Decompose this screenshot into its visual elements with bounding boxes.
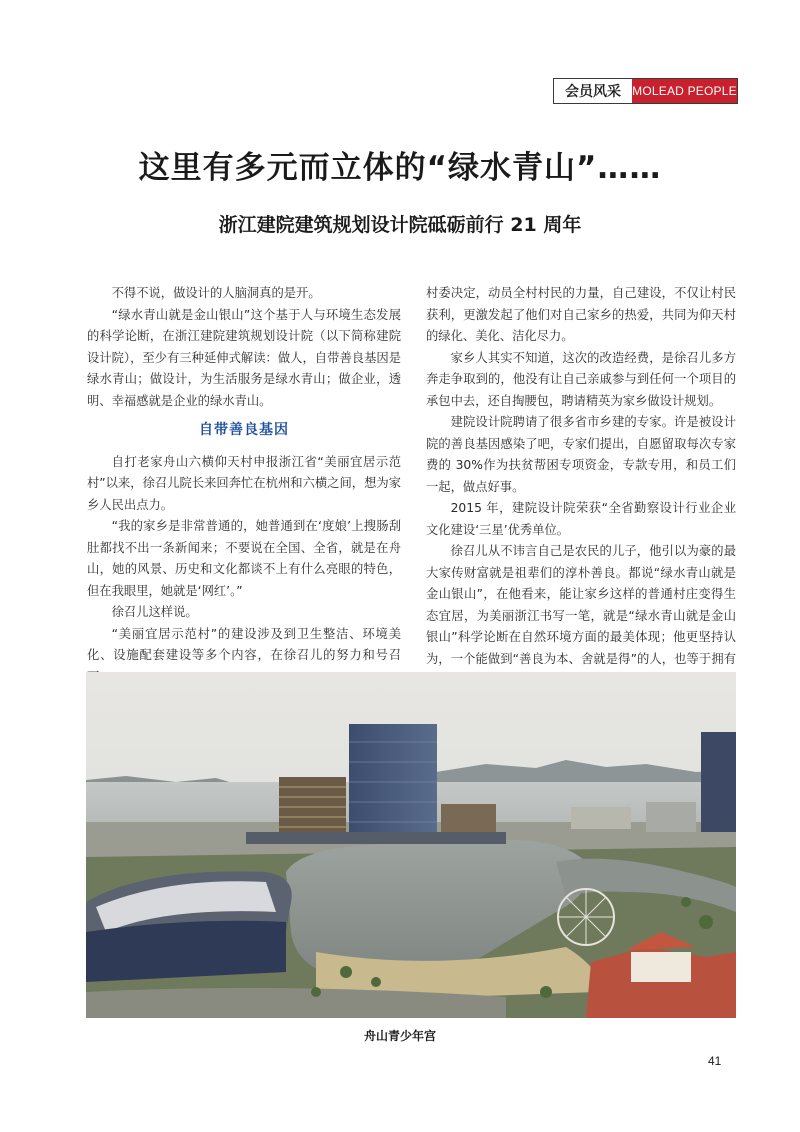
paragraph: 自打老家舟山六横仰天村申报浙江省“美丽宜居示范村”以来，徐召儿院长来回奔忙在杭州和六横之间，想为家乡人民出点力。 (87, 454, 401, 512)
paragraph: 徐召儿这样说。 (111, 605, 198, 619)
section-tag-cn: 会员风采 (565, 84, 621, 100)
paragraph: 2015 年，建院设计院荣获“全省勤察设计行业企业文化建设‘三星’优秀单位。 (426, 501, 736, 537)
paragraph: “我的家乡是非常普通的，她普通到在‘度娘’上搜肠刮肚都找不出一条新闻来；不要说在全国、全省，就是在舟山，她的风景、历史和文化都谈不上有什么亮眼的特色，但在我眼里，她就是‘网红’。” (87, 519, 401, 598)
section-tag-en: MOLEAD PEOPLE (632, 79, 737, 103)
photo-illustration (86, 672, 736, 1018)
section-heading: 自带善良基因 (199, 422, 289, 438)
paragraph: “美丽宜居示范村”的建设涉及到卫生整洁、环境美化、设施配套建设等多个内容，在徐召儿的努力和号召 (87, 626, 401, 662)
section-tag (553, 78, 738, 104)
photo (86, 672, 736, 1018)
paragraph: 建院设计院聘请了很多省市乡建的专家。许是被设计院的善良基因感染了吧，专家们提出，自愿留取每次专家费的 30%作为扶贫帮困专项资金，专款专用，和员工们一起，做点好事。 (426, 415, 736, 494)
left-column (87, 283, 401, 688)
paragraph: 家乡人其实不知道，这次的改造经费，是徐召儿多方奔走争取到的，他没有让自己亲戚参与到任何一个项目的承包中去，还自掏腰包，聘请精英为家乡做设计规划。 (426, 350, 736, 408)
paragraph: 不得不说，做设计的人脑洞真的是开。 (111, 286, 321, 300)
photo-caption: 舟山青少年宫 (363, 1029, 436, 1043)
article-title: 这里有多元而立体的“绿水青山”…… (138, 150, 662, 186)
right-column (426, 283, 736, 692)
paragraph: 徐召儿从不讳言自己是农民的儿子，他引以为豪的最大家传财富就是祖辈们的淳朴善良。都说“绿水青山就是金山银山”，在他看来，能让家乡这样的普通村庄变得生态宜居，为美丽浙江书写一笔，就是“绿水青山就是金山银山”科学论断在自然环境方面的最美体现；他更坚持认为，一个能做到“善良为本、舍就是得”的人，也等于拥有 (426, 544, 736, 666)
paragraph: 村委决定，动员全村村民的力量，自己建设，不仅让村民获利，更激发起了他们对自己家乡的热爱，共同为仰天村的绿化、美化、洁化尽力。 (426, 286, 736, 343)
paragraph: “绿水青山就是金山银山”这个基于人与环境生态发展的科学论断，在浙江建院建筑规划设计院（以下简称建院设计院），至少有三种延伸式解读：做人，自带善良基因是绿水青山；做设计，为生活服务是绿水青山；做企业，透明、幸福感就是企业的绿水青山。 (87, 307, 401, 408)
page-number: 41 (708, 1054, 722, 1068)
article-subtitle: 浙江建院建筑规划设计院砥砺前行 21 周年 (218, 214, 582, 236)
